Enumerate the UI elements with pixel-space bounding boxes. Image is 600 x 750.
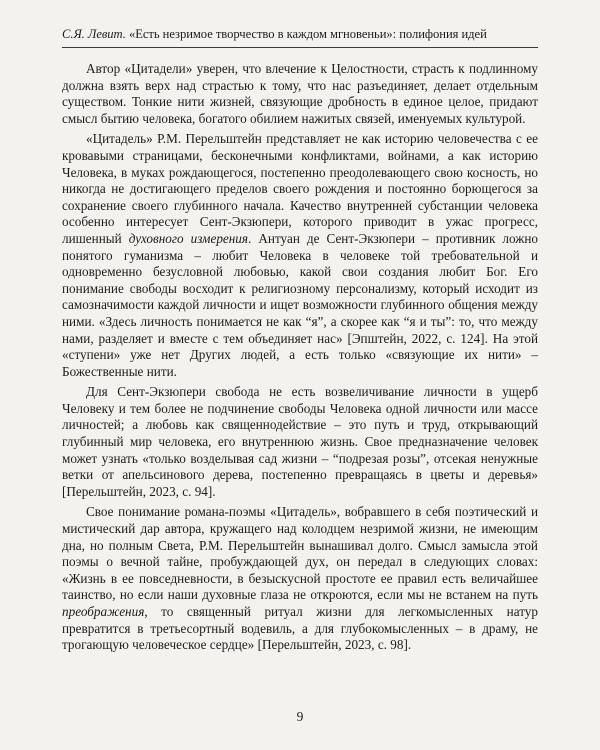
emphasis-text: преображения <box>62 604 145 619</box>
paragraph-text: . Антуан де Сент-Экзюпери – противник ложно понятого гуманизма – любит Человека в человеке той требовательной и одновременно безусловной любовью, какой свои создания любит Бог. Его понимание свободы восходит к религиозному персонализму, который исходит из самозначимости каждой личности и ищет возможности глубинного общения между ними. «Здесь личность понимается не как “я”, а скорее как “я и ты”: то, что между нами, разделяет и вместе с тем объединяет нас» [Эпштейн, 2022, с. 124]. На этой «ступени» уже нет Других людей, а есть только «связующие их нити» – Божественные нити. <box>62 230 538 379</box>
emphasis-text: духовного измерения <box>128 230 249 246</box>
paragraph-text: Для Сент-Экзюпери свобода не есть возвеличивание личности в ущерб Человеку и тем более не подчинение свободы Человека одной личности или массе личностей; а любовь как священнодействие – это путь и труд, открывающий глубинный мир человека, его внутреннюю жизнь. Свое предназначение человек может узнать «только возделывая сад жизни – “подрезая розы”, отсекая ненужные ветки от апельсинового дерева, постепенно превращаясь в цветы и деревья» [Перельштейн, 2023, с. 94]. <box>62 384 538 499</box>
header-title: «Есть незримое творчество в каждом мгновеньи»: полифония идей <box>128 27 487 41</box>
paragraph-text: Свое понимание романа-поэмы «Цитадель», вобравшего в себя поэтический и мистический дар автора, кружащего над колодцем незримой жизни, не имеющим дна, но полным Света, Р.М. Перельштейн вынашивал долго. Смысл замысла этой поэмы о вечной тайне, пробуждающей дух, он передал в следующих словах: «Жизнь в ее повседневности, в безыскусной простоте ее правил есть величайшее таинство, но если наши духовные глаза не откроются, если мы не встанем на путь <box>62 504 538 603</box>
body-text <box>62 61 538 658</box>
paragraph-text: , то священный ритуал жизни для легкомысленных натур превратится в третьесортный водевиль, а для глубокомысленных – в драму, не трогающую человеческое сердце» [Перельштейн, 2023, с. 98]. <box>62 604 538 653</box>
paragraph <box>62 384 538 500</box>
paragraph <box>62 504 538 653</box>
paragraph <box>62 61 538 127</box>
paragraph <box>62 131 538 380</box>
page-number: 9 <box>296 709 304 724</box>
running-header <box>62 26 542 42</box>
paragraph-text: «Цитадель» Р.М. Перельштейн представляет не как историю человечества с ее кровавыми страницами, бесконечными конфликтами, войнами, а как историю Человека, в муках рождающегося, постепенно преодолевающего свою косность, но никогда не достигающего пределов своего рождения и постоянно борющегося за сохранение своего глубинного начала. Качество внутренней субстанции человека особенно интересует Сент-Экзюпери, которого приводит в ужас прогресс, лишенный <box>62 131 538 246</box>
header-divider <box>62 47 538 48</box>
paragraph-text: Автор «Цитадели» уверен, что влечение к Целостности, страсть к подлинному должна взять верх над страстью к тому, что нас разъединяет, делает отдельным существом. Тонкие нити жизней, связующие дробность в единое целое, придают смысл бытию человека, богатого обилием нажитых связей, именуемых культурой. <box>62 61 538 126</box>
header-author: С.Я. Левит. <box>62 27 126 41</box>
